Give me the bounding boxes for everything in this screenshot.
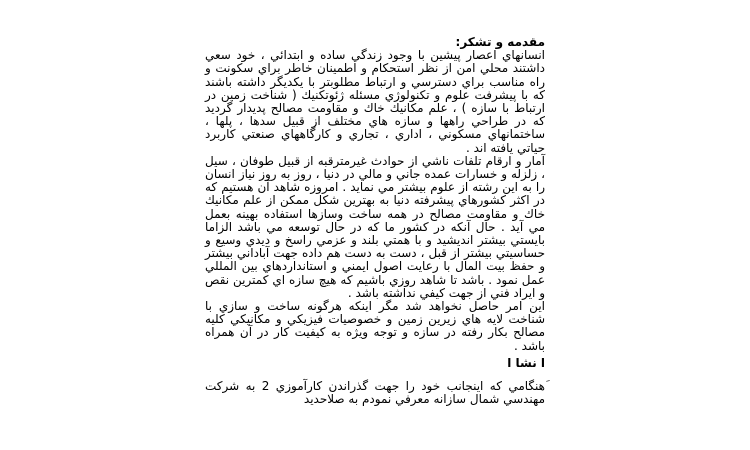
- paragraph-2: آمار و ارقام تلفات ناشي از حوادث غيرمترقبه از قبيل طوفان ، سيل ، زلزله و خسارات عمده جاني و مالي در دنيا ، روز به روز نياز انسان را به اين رشته از علوم بيشتر مي نمايد . امروزه شاهد آن هستيم كه در اكثر كشورهاي پيشرفته دنيا به بهترين شكل ممكن از علم مكانيك خاك و مقاومت مصالح در همه ساخت وسازها استفاده بهينه بعمل مي آيد . حال آنكه در كشور ما كه در حال توسعه مي باشد الزاما بايستي بيشتر انديشيد و با همتي بلند و عزمي راسخ و ديدي وسيع و حساسيتي بيشتر از قبل ، دست به دست هم داده جهت آباداني بيشتر و حفظ بيت المال با رعايت اصول ايمني و استانداردهاي بين المللي عمل نمود . باشد تا شاهد روزي باشيم كه هيچ سازه اي كمترين نقص و ايراد فني از جهت كيفي نداشته باشد .: [205, 153, 545, 300]
- closing-paragraph: هنگامي كه اينجانب خود را جهت گذراندن كارآموزي 2 به شركت مهندسي شمال سازانه معرفي نمودم به صلاحديد: [205, 379, 546, 407]
- section-title: ا نشا ا: [507, 355, 545, 370]
- document-heading: مقدمه و تشكر:: [455, 35, 545, 49]
- paragraph-1: انسانهاي اعصار پيشين با وجود زندگي ساده و ابتدائي ، خود سعي داشتند محلي امن از نظر استحكام و اطمينان خاطر براي سكونت و راه مناسب براي دسترسي و ارتباط مطلوبتر با يكديگر داشته باشند كه با پيشرفت علوم و تكنولوژي مسئله ژئوتكنيك ( شناخت زمين در ارتباط با سازه ) ، علم مكانيك خاك و مقاومت مصالح پديدار گرديد كه در طراحي راهها و سازه هاي مختلف از قبيل سدها ، پلها ، ساختمانهاي مسكوني ، اداري ، تجاري و كارگاههاي صنعتي كاربرد حياتي يافته اند .: [205, 48, 545, 155]
- document-body: [205, 36, 545, 406]
- paragraph-3: اين امر حاصل نخواهد شد مگر اينكه هرگونه ساخت و سازي با شناخت لايه هاي زيرين زمين و خصوصيات فيزيكي و مكانيكي كليه مصالح بكار رفته در سازه و توجه ويژه به كيفيت كار در آن همراه باشد .: [205, 299, 545, 353]
